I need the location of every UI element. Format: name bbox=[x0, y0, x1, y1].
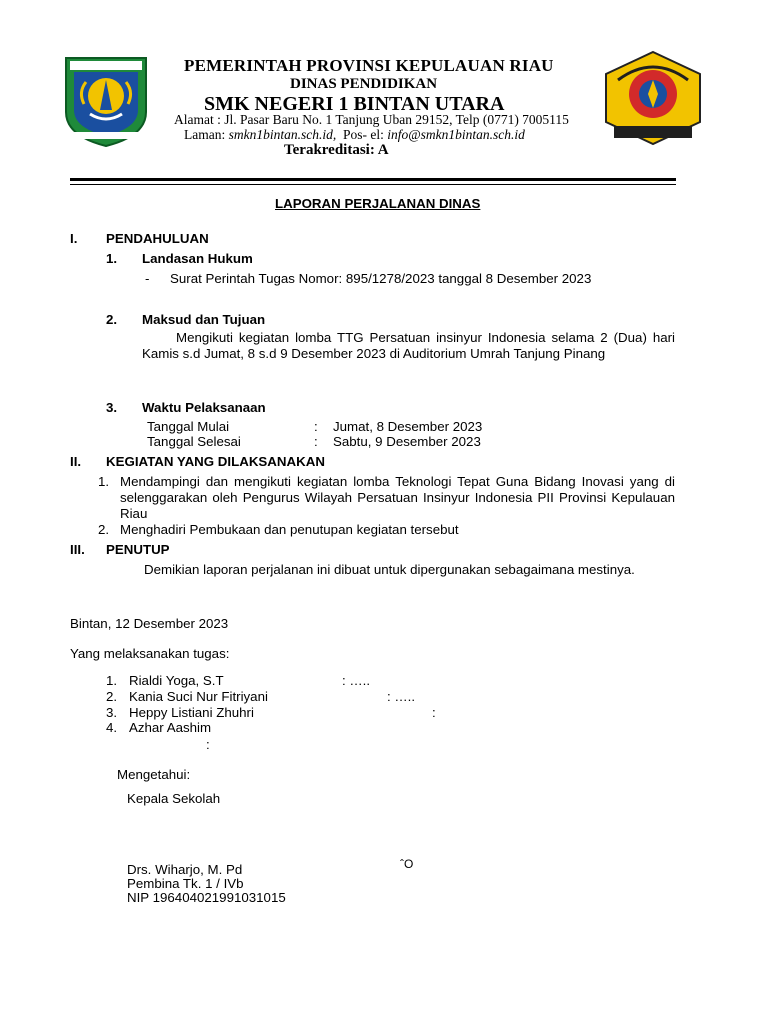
section-3-number: III. bbox=[70, 542, 85, 557]
subsection-2-number: 2. bbox=[106, 312, 118, 327]
section-1-title: PENDAHULUAN bbox=[106, 231, 209, 246]
acknowledged-label: Mengetahui: bbox=[117, 767, 191, 782]
email-link[interactable]: info@smkn1bintan.sch.id bbox=[387, 127, 525, 142]
province-emblem-logo bbox=[60, 52, 152, 148]
start-date-colon: : bbox=[314, 419, 318, 434]
headmaster-name: Drs. Wiharjo, M. Pd bbox=[127, 862, 243, 877]
activity-2-number: 2. bbox=[98, 522, 110, 537]
section-2-number: II. bbox=[70, 454, 82, 469]
section-2-title: KEGIATAN YANG DILAKSANAKAN bbox=[106, 454, 325, 469]
email-label: Pos- el: bbox=[336, 127, 388, 142]
end-date-colon: : bbox=[314, 434, 318, 449]
website-link[interactable]: smkn1bintan.sch.id, bbox=[228, 127, 337, 142]
accreditation: Terakreditasi: A bbox=[284, 142, 389, 158]
executor-4-number: 4. bbox=[106, 720, 118, 735]
start-date-value: Jumat, 8 Desember 2023 bbox=[333, 419, 483, 434]
letterhead-government: PEMERINTAH PROVINSI KEPULAUAN RIAU bbox=[184, 56, 554, 75]
executor-1-name: Rialdi Yoga, S.T bbox=[129, 673, 224, 688]
letterhead-contact bbox=[184, 127, 525, 143]
letterhead-divider-thick bbox=[70, 178, 676, 181]
end-date-label: Tanggal Selesai bbox=[147, 434, 241, 449]
signature-mark: ˆO bbox=[400, 857, 414, 871]
letterhead-department: DINAS PENDIDIKAN bbox=[290, 76, 438, 92]
place-date: Bintan, 12 Desember 2023 bbox=[70, 616, 229, 631]
letterhead-divider-thin bbox=[70, 184, 676, 185]
subsection-3-title: Waktu Pelaksanaan bbox=[142, 400, 266, 415]
website-label: Laman: bbox=[184, 127, 229, 142]
section-1-number: I. bbox=[70, 231, 78, 246]
closing-paragraph: Demikian laporan perjalanan ini dibuat untuk dipergunakan sebagaimana mestinya. bbox=[144, 562, 635, 577]
subsection-3-number: 3. bbox=[106, 400, 118, 415]
executor-2-number: 2. bbox=[106, 689, 118, 704]
headmaster-nip: NIP 196404021991031015 bbox=[127, 890, 286, 905]
legal-basis-text: Surat Perintah Tugas Nomor: 895/1278/2023 tanggal 8 Desember 2023 bbox=[170, 271, 592, 286]
activity-2-text: Menghadiri Pembukaan dan penutupan kegiatan tersebut bbox=[120, 522, 459, 537]
executor-2-name: Kania Suci Nur Fitriyani bbox=[129, 689, 268, 704]
headmaster-title: Kepala Sekolah bbox=[127, 791, 221, 806]
executor-3-name: Heppy Listiani Zhuhri bbox=[129, 705, 254, 720]
start-date-label: Tanggal Mulai bbox=[147, 419, 230, 434]
executor-2-signature: : ….. bbox=[387, 689, 416, 704]
executor-1-number: 1. bbox=[106, 673, 118, 688]
activity-1-number: 1. bbox=[98, 474, 110, 489]
executors-label: Yang melaksanakan tugas: bbox=[70, 646, 230, 661]
activity-1-text: Mendampingi dan mengikuti kegiatan lomba Teknologi Tepat Guna Bidang Inovasi yang di selenggarakan oleh Pengurus Wilayah Persatuan Insinyur Indonesia PII Provinsi Kepulauan Riau bbox=[120, 474, 675, 521]
document-title: LAPORAN PERJALANAN DINAS bbox=[275, 196, 481, 211]
executor-3-number: 3. bbox=[106, 705, 118, 720]
subsection-1-title: Landasan Hukum bbox=[142, 251, 253, 266]
executor-3-signature: : bbox=[432, 705, 436, 720]
subsection-1-number: 1. bbox=[106, 251, 118, 266]
purpose-paragraph: Mengikuti kegiatan lomba TTG Persatuan insinyur Indonesia selama 2 (Dua) hari Kamis s.d Jumat, 8 s.d 9 Desember 2023 di Auditorium Umrah Tanjung Pinang bbox=[142, 330, 675, 361]
letterhead-school-name: SMK NEGERI 1 BINTAN UTARA bbox=[204, 93, 505, 115]
headmaster-rank: Pembina Tk. 1 / IVb bbox=[127, 876, 244, 891]
end-date-value: Sabtu, 9 Desember 2023 bbox=[333, 434, 481, 449]
letterhead-address: Alamat : Jl. Pasar Baru No. 1 Tanjung Uban 29152, Telp (0771) 7005115 bbox=[174, 112, 569, 127]
legal-basis-bullet: - bbox=[145, 271, 150, 286]
executor-4-signature: : bbox=[206, 737, 210, 752]
executor-1-signature: : ….. bbox=[342, 673, 371, 688]
subsection-2-title: Maksud dan Tujuan bbox=[142, 312, 266, 327]
executor-4-name: Azhar Aashim bbox=[129, 720, 212, 735]
school-emblem-logo bbox=[598, 50, 708, 146]
section-3-title: PENUTUP bbox=[106, 542, 170, 557]
